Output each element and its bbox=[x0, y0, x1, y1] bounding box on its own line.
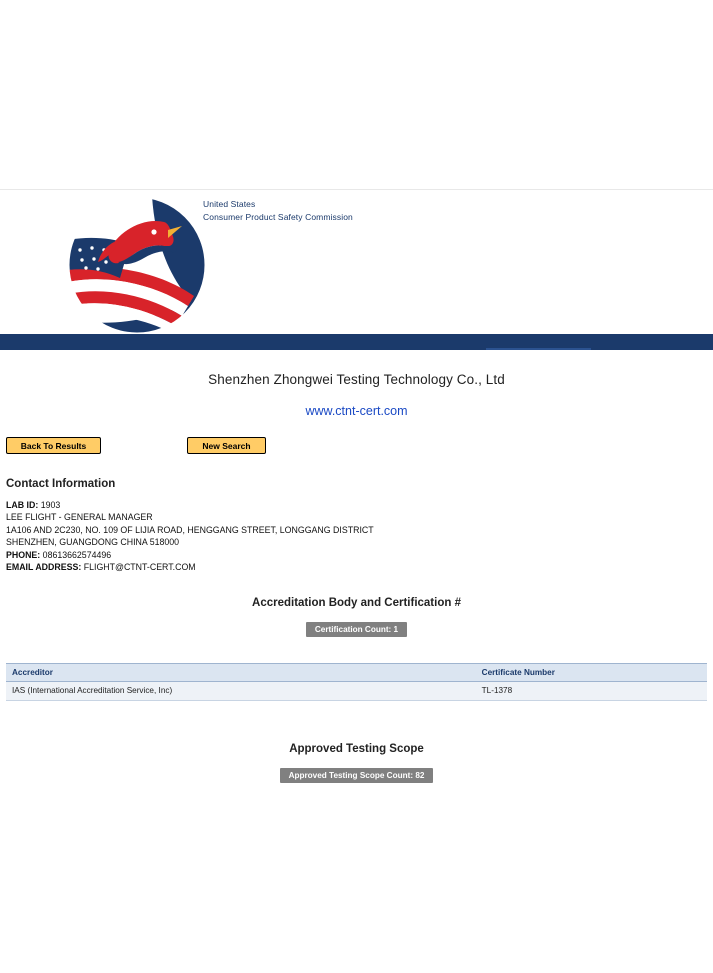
contact-details bbox=[6, 499, 707, 574]
address-line-1: 1A106 AND 2C230, NO. 109 OF LIJIA ROAD, HENGGANG STREET, LONGGANG DISTRICT bbox=[6, 524, 374, 535]
lab-id-value: 1903 bbox=[40, 500, 61, 510]
phone-row bbox=[6, 549, 707, 561]
certification-count-badge: Certification Count: 1 bbox=[306, 622, 407, 637]
phone-value: 08613662574496 bbox=[42, 549, 112, 560]
cell-accreditor: IAS (International Accreditation Service, Inc) bbox=[6, 681, 476, 700]
lab-name: Shenzhen Zhongwei Testing Technology Co., Ltd bbox=[208, 372, 505, 387]
accreditation-table bbox=[6, 663, 707, 701]
action-button-row bbox=[6, 437, 707, 457]
agency-line-2: Consumer Product Safety Commission bbox=[203, 212, 353, 223]
lab-website-link[interactable]: www.ctnt-cert.com bbox=[305, 404, 408, 418]
contact-information-heading: Contact Information bbox=[6, 478, 116, 490]
contact-person: LEE FLIGHT - GENERAL MANAGER bbox=[6, 512, 153, 523]
site-banner bbox=[0, 189, 713, 334]
email-label: EMAIL ADDRESS: bbox=[6, 562, 82, 573]
email-value: FLIGHT@CTNT-CERT.COM bbox=[83, 562, 196, 573]
navigation-bar bbox=[0, 334, 713, 350]
bottom-whitespace bbox=[6, 783, 707, 973]
column-header-certificate-number: Certificate Number bbox=[476, 663, 707, 681]
accreditation-table-head bbox=[6, 663, 707, 681]
lab-id-label: LAB ID: bbox=[6, 500, 39, 510]
new-search-button[interactable]: New Search bbox=[187, 437, 266, 454]
accreditation-heading: Accreditation Body and Certification # bbox=[252, 596, 461, 609]
column-header-accreditor: Accreditor bbox=[6, 663, 476, 681]
table-header-row bbox=[6, 663, 707, 681]
back-to-results-button[interactable]: Back To Results bbox=[6, 437, 101, 454]
email-row bbox=[6, 561, 707, 573]
lab-website bbox=[6, 404, 707, 418]
top-whitespace bbox=[0, 0, 713, 189]
agency-name bbox=[203, 198, 353, 224]
certification-count-wrap bbox=[6, 621, 707, 637]
approved-testing-scope-count-badge: Approved Testing Scope Count: 82 bbox=[280, 768, 434, 783]
lab-id-row bbox=[6, 499, 707, 511]
accreditation-table-body bbox=[6, 681, 707, 700]
scope-count-wrap bbox=[6, 767, 707, 783]
main-content bbox=[0, 372, 713, 973]
agency-line-1: United States bbox=[203, 199, 256, 209]
cell-certificate-number: TL-1378 bbox=[476, 681, 707, 700]
cpsc-eagle-flag-seal-icon bbox=[68, 196, 206, 334]
table-row bbox=[6, 681, 707, 700]
phone-label: PHONE: bbox=[6, 549, 41, 560]
nav-accent-segment bbox=[486, 348, 591, 350]
address-line-2: SHENZHEN, GUANGDONG CHINA 518000 bbox=[6, 537, 180, 548]
approved-testing-scope-heading: Approved Testing Scope bbox=[289, 742, 424, 755]
